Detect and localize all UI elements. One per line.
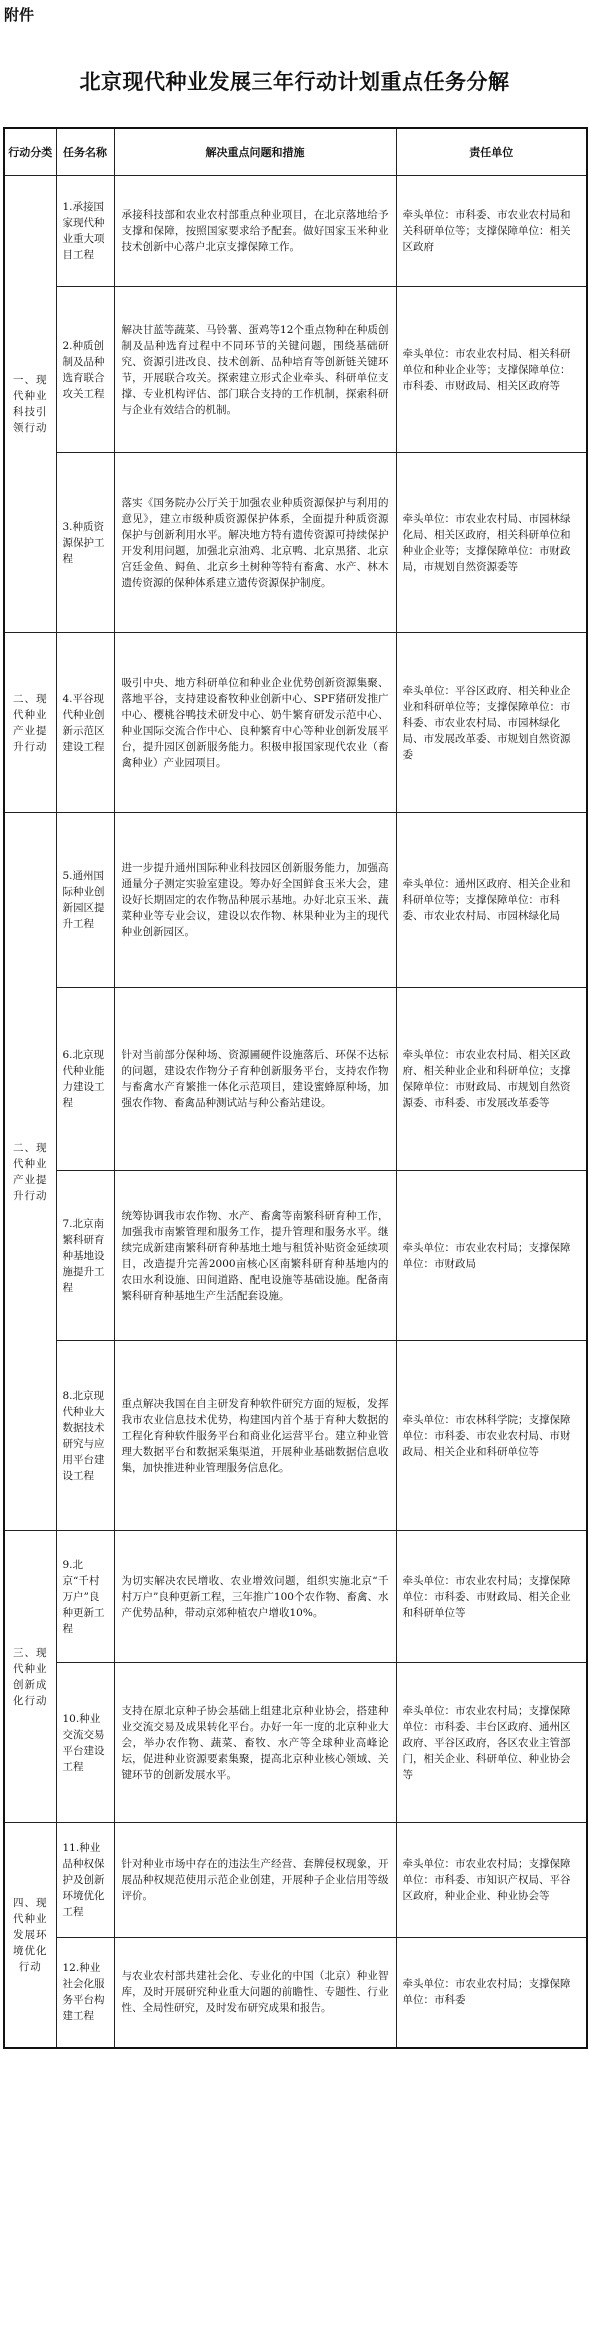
category-cell: 二、现代种业产业提升行动	[4, 813, 56, 1531]
document-title: 北京现代种业发展三年行动计划重点任务分解	[79, 70, 510, 94]
task-name: 11.种业品种权保护及创新环境优化工程	[56, 1823, 114, 1938]
header-task-name: 任务名称	[56, 128, 114, 176]
table-row	[4, 1663, 587, 1823]
task-responsible: 牵头单位：市科委、市农业农村局和关科研单位等；支撑保障单位：相关区政府	[396, 176, 587, 287]
category-cell: 二、现代种业产业提升行动	[4, 633, 56, 813]
task-measure: 支持在原北京种子协会基础上组建北京种业协会，搭建种业交流交易及成果转化平台。办好一年一度的北京种业大会，举办农作物、蔬菜、畜牧、水产等全球种业高峰论坛，促进种业资源要素集聚，提高北京种业核心领域、关键环节的创新发展水平。	[114, 1663, 396, 1823]
table-row	[4, 988, 587, 1171]
table-row	[4, 1531, 587, 1663]
table-row	[4, 1171, 587, 1341]
table-row	[4, 287, 587, 453]
header-category: 行动分类	[4, 128, 56, 176]
category-cell: 四、现代种业发展环境优化行动	[4, 1823, 56, 2048]
task-measure: 承接科技部和农业农村部重点种业项目，在北京落地给予支撑和保障，按照国家要求给予配套。做好国家玉米种业技术创新中心落户北京支撑保障工作。	[114, 176, 396, 287]
task-responsible: 牵头单位：平谷区政府、相关种业企业和科研单位等；支撑保障单位：市科委、市农业农村局、市园林绿化局、市发展改革委、市规划自然资源委	[396, 633, 587, 813]
task-measure: 重点解决我国在自主研发育种软件研究方面的短板，发挥我市农业信息技术优势，构建国内首个基于育种大数据的工程化育种软件服务平台和商业化运营平台。建立种业管理大数据平台和数据采集渠道，开展种业基础数据信息收集，加快推进种业管理服务信息化。	[114, 1341, 396, 1531]
header-responsible: 责任单位	[396, 128, 587, 176]
task-responsible: 牵头单位：市农业农村局、相关区政府、相关种业企业和科研单位；支撑保障单位：市财政局、市规划自然资源委、市科委、市发展改革委等	[396, 988, 587, 1171]
category-cell: 三、现代种业创新成化行动	[4, 1531, 56, 1823]
task-responsible: 牵头单位：市农业农村局、相关科研单位和种业企业等；支撑保障单位：市科委、市财政局、相关区政府等	[396, 287, 587, 453]
table-row	[4, 1823, 587, 1938]
task-name: 7.北京南繁科研育种基地设施提升工程	[56, 1171, 114, 1341]
table-header-row	[4, 128, 587, 176]
task-responsible: 牵头单位：通州区政府、相关企业和科研单位等；支撑保障单位：市科委、市农业农村局、市园林绿化局	[396, 813, 587, 988]
table-row	[4, 453, 587, 633]
task-name: 5.通州国际种业创新园区提升工程	[56, 813, 114, 988]
task-name: 10.种业交流交易平台建设工程	[56, 1663, 114, 1823]
attachment-label: 附件	[4, 6, 35, 24]
category-cell: 一、现代种业科技引领行动	[4, 176, 56, 633]
task-name: 2.种质创制及品种选育联合攻关工程	[56, 287, 114, 453]
task-responsible: 牵头单位：市农林科学院；支撑保障单位：市科委、市农业农村局、市财政局、相关企业和科研单位等	[396, 1341, 587, 1531]
task-name: 9.北京“千村万户”良种更新工程	[56, 1531, 114, 1663]
task-measure: 针对当前部分保种场、资源圃硬件设施落后、环保不达标的问题，建设农作物分子育种创新服务平台，支持农作物与畜禽水产育繁推一体化示范项目，建设蜜蜂原种场，加强农作物、畜禽品种测试站与种公畜站建设。	[114, 988, 396, 1171]
task-responsible: 牵头单位：市农业农村局；支撑保障单位：市科委、市财政局、相关企业和科研单位等	[396, 1531, 587, 1663]
task-name: 6.北京现代种业能力建设工程	[56, 988, 114, 1171]
task-measure: 为切实解决农民增收、农业增效问题，组织实施北京“千村万户”良种更新工程，三年推广100个农作物、畜禽、水产优势品种，带动京郊种植农户增收10%。	[114, 1531, 396, 1663]
task-measure: 针对种业市场中存在的违法生产经营、套牌侵权现象，开展品种权规范使用示范企业创建，开展种子企业信用等级评价。	[114, 1823, 396, 1938]
table-row	[4, 633, 587, 813]
table-row	[4, 1938, 587, 2048]
task-responsible: 牵头单位：市农业农村局；支撑保障单位：市科委	[396, 1938, 587, 2048]
table-row	[4, 813, 587, 988]
task-measure: 吸引中央、地方科研单位和种业企业优势创新资源集聚、落地平谷，支持建设畜牧种业创新中心、SPF猪研发推广中心、樱桃谷鸭技术研发中心、奶牛繁育研发示范中心、种业国际交流合作中心、良种繁育中心等种业创新发展平台，提升园区创新服务能力。积极申报国家现代农业（畜禽种业）产业园项目。	[114, 633, 396, 813]
table-row	[4, 1341, 587, 1531]
task-measure: 统筹协调我市农作物、水产、畜禽等南繁科研育种工作，加强我市南繁管理和服务工作，提升管理和服务水平。继续完成新建南繁科研育种基地土地与租赁补贴资金延续项目，改造提升完善2000亩核心区南繁科研育种基地内的农田水利设施、田间道路、配电设施等基础设施。配备南繁科研育种基地生产生活配套设施。	[114, 1171, 396, 1341]
task-name: 3.种质资源保护工程	[56, 453, 114, 633]
task-measure: 落实《国务院办公厅关于加强农业种质资源保护与利用的意见》，建立市级种质资源保护体系，全面提升种质资源保护与创新利用水平。解决地方特有遗传资源可持续保护开发利用问题，加强北京油鸡、北京鸭、北京黑猪、北京宫廷金鱼、鲟鱼、北京乡土树种等特有畜禽、水产、林木遗传资源的保种体系建立遗传资源保护制度。	[114, 453, 396, 633]
task-name: 8.北京现代种业大数据技术研究与应用平台建设工程	[56, 1341, 114, 1531]
task-measure: 与农业农村部共建社会化、专业化的中国（北京）种业智库，及时开展研究种业重大问题的前瞻性、专题性、行业性、全局性研究，及时发布研究成果和报告。	[114, 1938, 396, 2048]
header-measure: 解决重点问题和措施	[114, 128, 396, 176]
task-measure: 解决甘蓝等蔬菜、马铃薯、蛋鸡等12个重点物种在种质创制及品种选育过程中不同环节的关键问题，围绕基础研究、资源引进改良、技术创新、品种培育等创新链关键环节，开展联合攻关。探索建立形式企业牵头、科研单位支撑、专业机构评估、部门联合支持的工作机制，探索科研与企业有效结合的机制。	[114, 287, 396, 453]
task-responsible: 牵头单位：市农业农村局、市园林绿化局、相关区政府，相关科研单位和种业企业等；支撑保障单位：市财政局，市规划自然资源委等	[396, 453, 587, 633]
task-name: 1.承接国家现代种业重大项目工程	[56, 176, 114, 287]
task-responsible: 牵头单位：市农业农村局；支撑保障单位：市科委、丰台区政府、通州区政府、平谷区政府，各区农业主管部门，相关企业、科研单位、种业协会等	[396, 1663, 587, 1823]
task-table	[3, 127, 588, 2049]
table-row	[4, 176, 587, 287]
task-measure: 进一步提升通州国际种业科技园区创新服务能力，加强高通量分子测定实验室建设。筹办好全国鲜食玉米大会，建设好长期固定的农作物品种展示基地。办好北京玉米、蔬菜种业等专业会议，建设以农作物、林果种业为主的现代种业创新园区。	[114, 813, 396, 988]
task-name: 4.平谷现代种业创新示范区建设工程	[56, 633, 114, 813]
task-responsible: 牵头单位：市农业农村局；支撑保障单位：市财政局	[396, 1171, 587, 1341]
task-name: 12.种业社会化服务平台构建工程	[56, 1938, 114, 2048]
task-responsible: 牵头单位：市农业农村局；支撑保障单位：市科委、市知识产权局、平谷区政府，种业企业、种业协会等	[396, 1823, 587, 1938]
